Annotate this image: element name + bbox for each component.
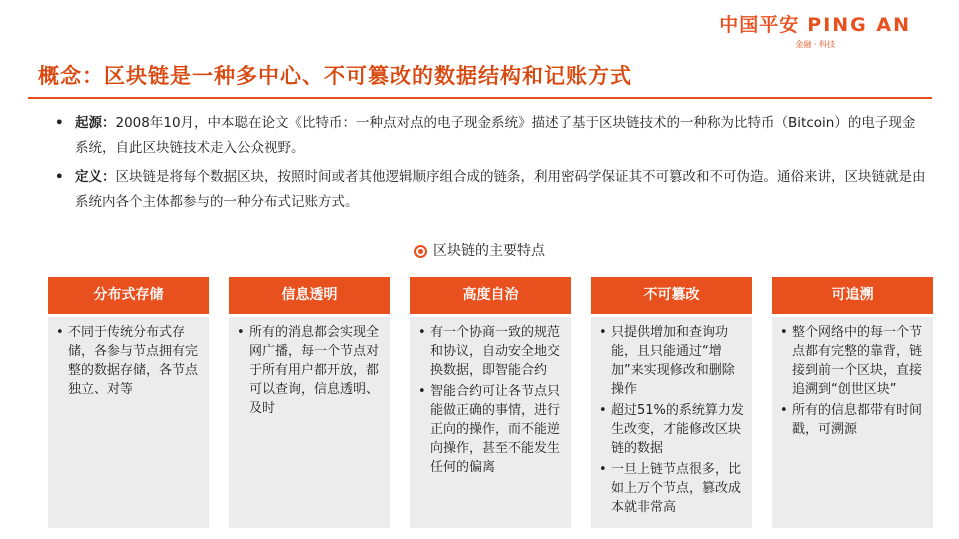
card-item: • 有一个协商一致的规范和协议，自动安全地交换数据，即智能合约 — [418, 323, 563, 380]
card-body — [48, 317, 209, 528]
card-title: 分布式存储 — [48, 277, 209, 314]
card-title: 可追溯 — [772, 277, 933, 314]
logo-wordmark — [719, 10, 911, 37]
card-autonomy — [410, 277, 571, 528]
bullet-marker: • — [55, 115, 64, 131]
card-item: • 智能合约可让各节点只能做正确的事情，进行正向的操作，而不能逆向操作，甚至不能发生任何的偏离 — [418, 382, 563, 477]
bullet-marker: • — [55, 169, 64, 185]
card-item: • 不同于传统分布式存储，各参与节点拥有完整的数据存储，各节点独立、对等 — [56, 323, 201, 399]
logo — [719, 10, 911, 50]
bullet-text: 2008年10月，中本聪在论文《比特币：一种点对点的电子现金系统》描述了基于区块链技术的一种称为比特币（Bitcoin）的电子现金系统，自此区块链技术走入公众视野。 — [75, 115, 916, 156]
card-item: • 所有的信息都带有时间戳，可溯源 — [780, 401, 925, 439]
card-title: 信息透明 — [229, 277, 390, 314]
card-traceability — [772, 277, 933, 528]
card-body — [772, 317, 933, 528]
card-body — [591, 317, 752, 528]
bullet-definition — [55, 165, 927, 215]
card-body — [229, 317, 390, 528]
card-item: • 一旦上链节点很多，比如上万个节点，篡改成本就非常高 — [599, 460, 744, 517]
page-title: 概念：区块链是一种多中心、不可篡改的数据结构和记账方式 — [38, 63, 632, 88]
features-heading — [0, 240, 959, 260]
card-item: • 所有的消息都会实现全网广播，每一个节点对于所有用户都开放，都可以查询，信息透明、及时 — [237, 323, 382, 418]
bullet-text: 区块链是将每个数据区块，按照时间或者其他逻辑顺序组合成的链条，利用密码学保证其不可篡改和不可伪造。通俗来讲，区块链就是由系统内各个主体都参与的一种分布式记账方式。 — [75, 169, 926, 210]
bullet-label: 起源： — [75, 115, 116, 131]
card-body — [410, 317, 571, 528]
card-immutability — [591, 277, 752, 528]
intro-bullets — [55, 111, 927, 219]
title-divider — [28, 97, 932, 99]
logo-brand-en: PING AN — [807, 14, 911, 36]
features-heading-text: 区块链的主要特点 — [433, 243, 545, 259]
card-title: 不可篡改 — [591, 277, 752, 314]
card-item: • 超过51%的系统算力发生改变，才能修改区块链的数据 — [599, 401, 744, 458]
card-transparency — [229, 277, 390, 528]
card-item: • 整个网络中的每一个节点都有完整的靠背，链接到前一个区块，直接追溯到“创世区块” — [780, 323, 925, 399]
logo-subtitle: 金融 · 科技 — [795, 40, 835, 49]
card-item: • 只提供增加和查询功能，且只能通过“增加”来实现修改和删除操作 — [599, 323, 744, 399]
bullet-label: 定义： — [75, 169, 116, 185]
bullet-origin — [55, 111, 927, 161]
card-title: 高度自治 — [410, 277, 571, 314]
target-icon — [414, 245, 427, 258]
card-distributed-storage — [48, 277, 209, 528]
logo-brand-cn: 中国平安 — [719, 14, 800, 36]
